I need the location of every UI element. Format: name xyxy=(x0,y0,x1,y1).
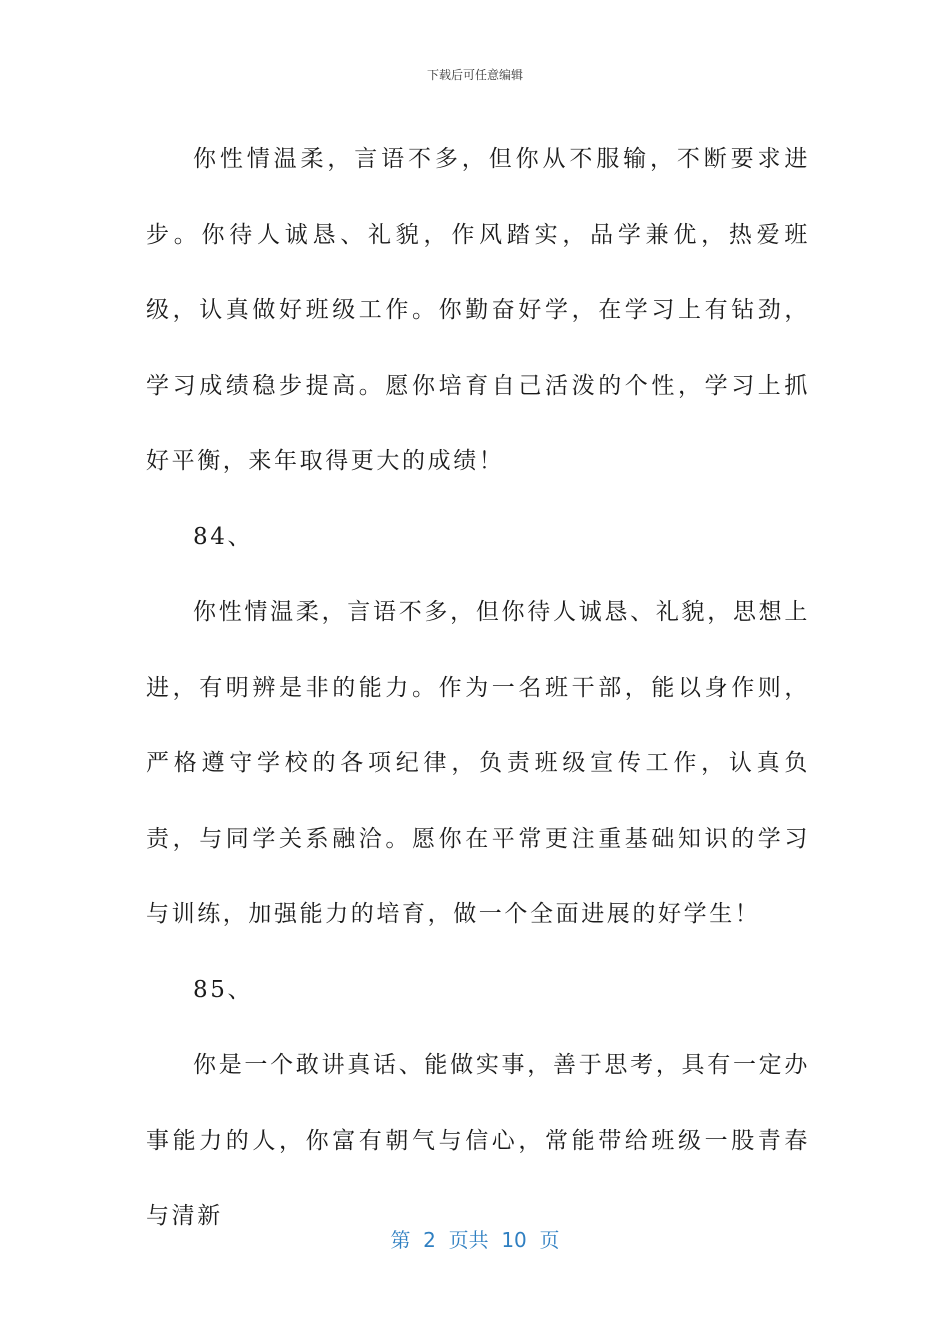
item-number-84: 84、 xyxy=(193,523,254,550)
paragraph-comment-84: 你性情温柔，言语不多，但你待人诚恳、礼貌，思想上进，有明辨是非的能力。作为一名班干部，能以身作则，严格遵守学校的各项纪律，负责班级宣传工作，认真负责，与同学关系融洽。愿你在平常更注重基础知识的学习与训练，加强能力的培育，做一个全面进展的好学生！ xyxy=(146,599,810,927)
paragraph-comment-83: 你性情温柔，言语不多，但你从不服输，不断要求进步。你待人诚恳、礼貌，作风踏实，品学兼优，热爱班级，认真做好班级工作。你勤奋好学，在学习上有钻劲，学习成绩稳步提高。愿你培育自己活泼的个性，学习上抓好平衡，来年取得更大的成绩！ xyxy=(146,146,810,474)
item-number-85: 85、 xyxy=(193,976,254,1003)
paragraph-comment-85: 你是一个敢讲真话、能做实事，善于思考，具有一定办事能力的人，你富有朝气与信心，常能带给班级一股青春与清新 xyxy=(146,1052,810,1229)
page-footer: 第 2 页共 10 页 xyxy=(390,1228,560,1252)
document-body xyxy=(146,122,810,1255)
header-note: 下载后可任意编辑 xyxy=(426,68,523,82)
